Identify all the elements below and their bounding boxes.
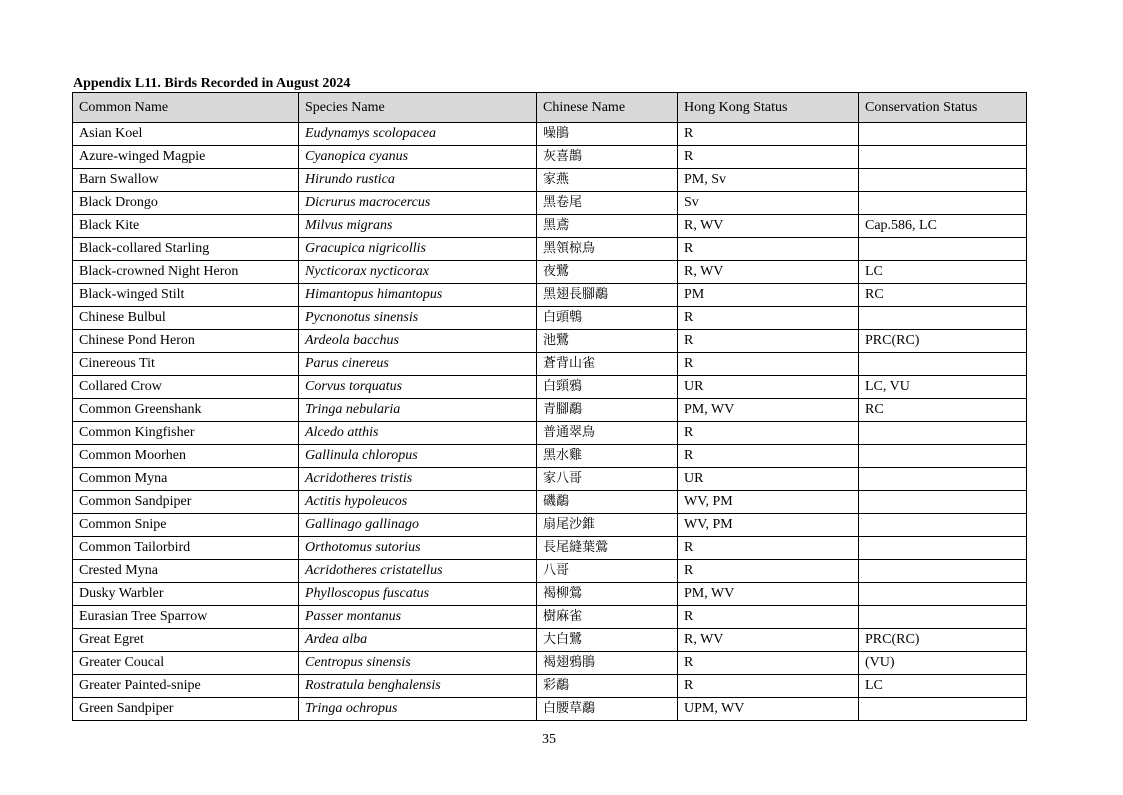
common-name-cell: Common Myna (73, 468, 299, 491)
chinese-name-cell: 長尾縫葉鶯 (537, 537, 678, 560)
hk-status-cell: UR (678, 468, 859, 491)
hk-status-cell: UR (678, 376, 859, 399)
species-name-cell: Passer montanus (299, 606, 537, 629)
chinese-name-cell: 樹麻雀 (537, 606, 678, 629)
species-name-cell: Centropus sinensis (299, 652, 537, 675)
conservation-status-cell: LC (859, 261, 1027, 284)
common-name-cell: Chinese Bulbul (73, 307, 299, 330)
species-name-cell: Tringa ochropus (299, 698, 537, 721)
conservation-status-cell: PRC(RC) (859, 629, 1027, 652)
species-name-cell: Actitis hypoleucos (299, 491, 537, 514)
conservation-status-cell (859, 445, 1027, 468)
hk-status-cell: R (678, 353, 859, 376)
common-name-cell: Eurasian Tree Sparrow (73, 606, 299, 629)
table-row (73, 583, 1027, 606)
table-row (73, 491, 1027, 514)
chinese-name-cell: 家燕 (537, 169, 678, 192)
table-row (73, 123, 1027, 146)
hk-status-cell: R (678, 307, 859, 330)
table-row (73, 307, 1027, 330)
chinese-name-cell: 黑鳶 (537, 215, 678, 238)
chinese-name-cell: 家八哥 (537, 468, 678, 491)
hk-status-cell: UPM, WV (678, 698, 859, 721)
chinese-name-cell: 蒼背山雀 (537, 353, 678, 376)
species-name-cell: Milvus migrans (299, 215, 537, 238)
table-row (73, 399, 1027, 422)
table-row (73, 698, 1027, 721)
conservation-status-cell (859, 353, 1027, 376)
hk-status-cell: R, WV (678, 629, 859, 652)
chinese-name-cell: 普通翠鳥 (537, 422, 678, 445)
conservation-status-cell (859, 169, 1027, 192)
common-name-cell: Asian Koel (73, 123, 299, 146)
conservation-status-cell (859, 146, 1027, 169)
table-row (73, 330, 1027, 353)
species-name-cell: Himantopus himantopus (299, 284, 537, 307)
table-row (73, 192, 1027, 215)
table-body (73, 123, 1027, 721)
chinese-name-cell: 大白鷺 (537, 629, 678, 652)
table-row (73, 560, 1027, 583)
common-name-cell: Common Snipe (73, 514, 299, 537)
species-name-cell: Eudynamys scolopacea (299, 123, 537, 146)
conservation-status-cell (859, 192, 1027, 215)
page-number: 35 (542, 732, 556, 747)
chinese-name-cell: 彩鷸 (537, 675, 678, 698)
common-name-cell: Crested Myna (73, 560, 299, 583)
table-header (73, 93, 1027, 123)
species-name-cell: Gallinula chloropus (299, 445, 537, 468)
table-row (73, 629, 1027, 652)
header-common-name: Common Name (73, 93, 299, 123)
common-name-cell: Black-crowned Night Heron (73, 261, 299, 284)
common-name-cell: Black Kite (73, 215, 299, 238)
chinese-name-cell: 八哥 (537, 560, 678, 583)
conservation-status-cell (859, 514, 1027, 537)
hk-status-cell: R (678, 675, 859, 698)
hk-status-cell: R (678, 123, 859, 146)
table-row (73, 422, 1027, 445)
common-name-cell: Great Egret (73, 629, 299, 652)
conservation-status-cell (859, 422, 1027, 445)
species-name-cell: Ardeola bacchus (299, 330, 537, 353)
common-name-cell: Green Sandpiper (73, 698, 299, 721)
conservation-status-cell: (VU) (859, 652, 1027, 675)
conservation-status-cell (859, 468, 1027, 491)
conservation-status-cell (859, 307, 1027, 330)
species-name-cell: Ardea alba (299, 629, 537, 652)
common-name-cell: Common Sandpiper (73, 491, 299, 514)
hk-status-cell: R (678, 146, 859, 169)
hk-status-cell: R (678, 560, 859, 583)
conservation-status-cell: LC, VU (859, 376, 1027, 399)
species-name-cell: Corvus torquatus (299, 376, 537, 399)
appendix-title: Appendix L11. Birds Recorded in August 2024 (73, 76, 351, 91)
chinese-name-cell: 白腰草鷸 (537, 698, 678, 721)
chinese-name-cell: 灰喜鵲 (537, 146, 678, 169)
hk-status-cell: R (678, 537, 859, 560)
header-species-name: Species Name (299, 93, 537, 123)
species-name-cell: Rostratula benghalensis (299, 675, 537, 698)
species-name-cell: Parus cinereus (299, 353, 537, 376)
species-name-cell: Hirundo rustica (299, 169, 537, 192)
common-name-cell: Common Greenshank (73, 399, 299, 422)
common-name-cell: Cinereous Tit (73, 353, 299, 376)
chinese-name-cell: 白頸鴉 (537, 376, 678, 399)
species-name-cell: Dicrurus macrocercus (299, 192, 537, 215)
conservation-status-cell (859, 123, 1027, 146)
conservation-status-cell (859, 583, 1027, 606)
common-name-cell: Black-collared Starling (73, 238, 299, 261)
conservation-status-cell (859, 238, 1027, 261)
species-name-cell: Orthotomus sutorius (299, 537, 537, 560)
species-name-cell: Acridotheres cristatellus (299, 560, 537, 583)
conservation-status-cell: Cap.586, LC (859, 215, 1027, 238)
table-row (73, 468, 1027, 491)
table-row (73, 238, 1027, 261)
hk-status-cell: PM (678, 284, 859, 307)
header-conservation-status: Conservation Status (859, 93, 1027, 123)
species-name-cell: Pycnonotus sinensis (299, 307, 537, 330)
species-name-cell: Gracupica nigricollis (299, 238, 537, 261)
hk-status-cell: R, WV (678, 261, 859, 284)
common-name-cell: Collared Crow (73, 376, 299, 399)
chinese-name-cell: 褐柳鶯 (537, 583, 678, 606)
chinese-name-cell: 夜鷺 (537, 261, 678, 284)
hk-status-cell: R (678, 422, 859, 445)
table-row (73, 445, 1027, 468)
hk-status-cell: PM, WV (678, 583, 859, 606)
hk-status-cell: R (678, 606, 859, 629)
species-name-cell: Cyanopica cyanus (299, 146, 537, 169)
conservation-status-cell: LC (859, 675, 1027, 698)
hk-status-cell: WV, PM (678, 491, 859, 514)
chinese-name-cell: 黑卷尾 (537, 192, 678, 215)
chinese-name-cell: 黑水雞 (537, 445, 678, 468)
conservation-status-cell (859, 698, 1027, 721)
conservation-status-cell: RC (859, 284, 1027, 307)
conservation-status-cell (859, 560, 1027, 583)
chinese-name-cell: 磯鷸 (537, 491, 678, 514)
common-name-cell: Dusky Warbler (73, 583, 299, 606)
chinese-name-cell: 黑翅長腳鷸 (537, 284, 678, 307)
table-row (73, 376, 1027, 399)
conservation-status-cell (859, 491, 1027, 514)
species-name-cell: Phylloscopus fuscatus (299, 583, 537, 606)
header-row (73, 93, 1027, 123)
common-name-cell: Greater Painted-snipe (73, 675, 299, 698)
common-name-cell: Barn Swallow (73, 169, 299, 192)
table-row (73, 514, 1027, 537)
birds-table (72, 92, 1027, 721)
conservation-status-cell: PRC(RC) (859, 330, 1027, 353)
table-row (73, 353, 1027, 376)
common-name-cell: Common Kingfisher (73, 422, 299, 445)
chinese-name-cell: 白頭鵯 (537, 307, 678, 330)
common-name-cell: Common Moorhen (73, 445, 299, 468)
conservation-status-cell: RC (859, 399, 1027, 422)
conservation-status-cell (859, 606, 1027, 629)
chinese-name-cell: 褐翅鴉鵑 (537, 652, 678, 675)
conservation-status-cell (859, 537, 1027, 560)
hk-status-cell: R (678, 445, 859, 468)
hk-status-cell: R, WV (678, 215, 859, 238)
header-chinese-name: Chinese Name (537, 93, 678, 123)
chinese-name-cell: 池鷺 (537, 330, 678, 353)
chinese-name-cell: 黑領椋鳥 (537, 238, 678, 261)
common-name-cell: Chinese Pond Heron (73, 330, 299, 353)
hk-status-cell: Sv (678, 192, 859, 215)
table-row (73, 537, 1027, 560)
table-row (73, 261, 1027, 284)
table-row (73, 606, 1027, 629)
chinese-name-cell: 青腳鷸 (537, 399, 678, 422)
hk-status-cell: WV, PM (678, 514, 859, 537)
hk-status-cell: R (678, 652, 859, 675)
species-name-cell: Nycticorax nycticorax (299, 261, 537, 284)
table-row (73, 146, 1027, 169)
hk-status-cell: R (678, 238, 859, 261)
hk-status-cell: R (678, 330, 859, 353)
chinese-name-cell: 扇尾沙錐 (537, 514, 678, 537)
header-hk-status: Hong Kong Status (678, 93, 859, 123)
species-name-cell: Gallinago gallinago (299, 514, 537, 537)
common-name-cell: Black Drongo (73, 192, 299, 215)
table-row (73, 652, 1027, 675)
common-name-cell: Azure-winged Magpie (73, 146, 299, 169)
common-name-cell: Black-winged Stilt (73, 284, 299, 307)
common-name-cell: Common Tailorbird (73, 537, 299, 560)
hk-status-cell: PM, WV (678, 399, 859, 422)
species-name-cell: Alcedo atthis (299, 422, 537, 445)
chinese-name-cell: 噪鵑 (537, 123, 678, 146)
table-row (73, 675, 1027, 698)
table-row (73, 169, 1027, 192)
species-name-cell: Acridotheres tristis (299, 468, 537, 491)
table-row (73, 215, 1027, 238)
table-row (73, 284, 1027, 307)
species-name-cell: Tringa nebularia (299, 399, 537, 422)
hk-status-cell: PM, Sv (678, 169, 859, 192)
common-name-cell: Greater Coucal (73, 652, 299, 675)
